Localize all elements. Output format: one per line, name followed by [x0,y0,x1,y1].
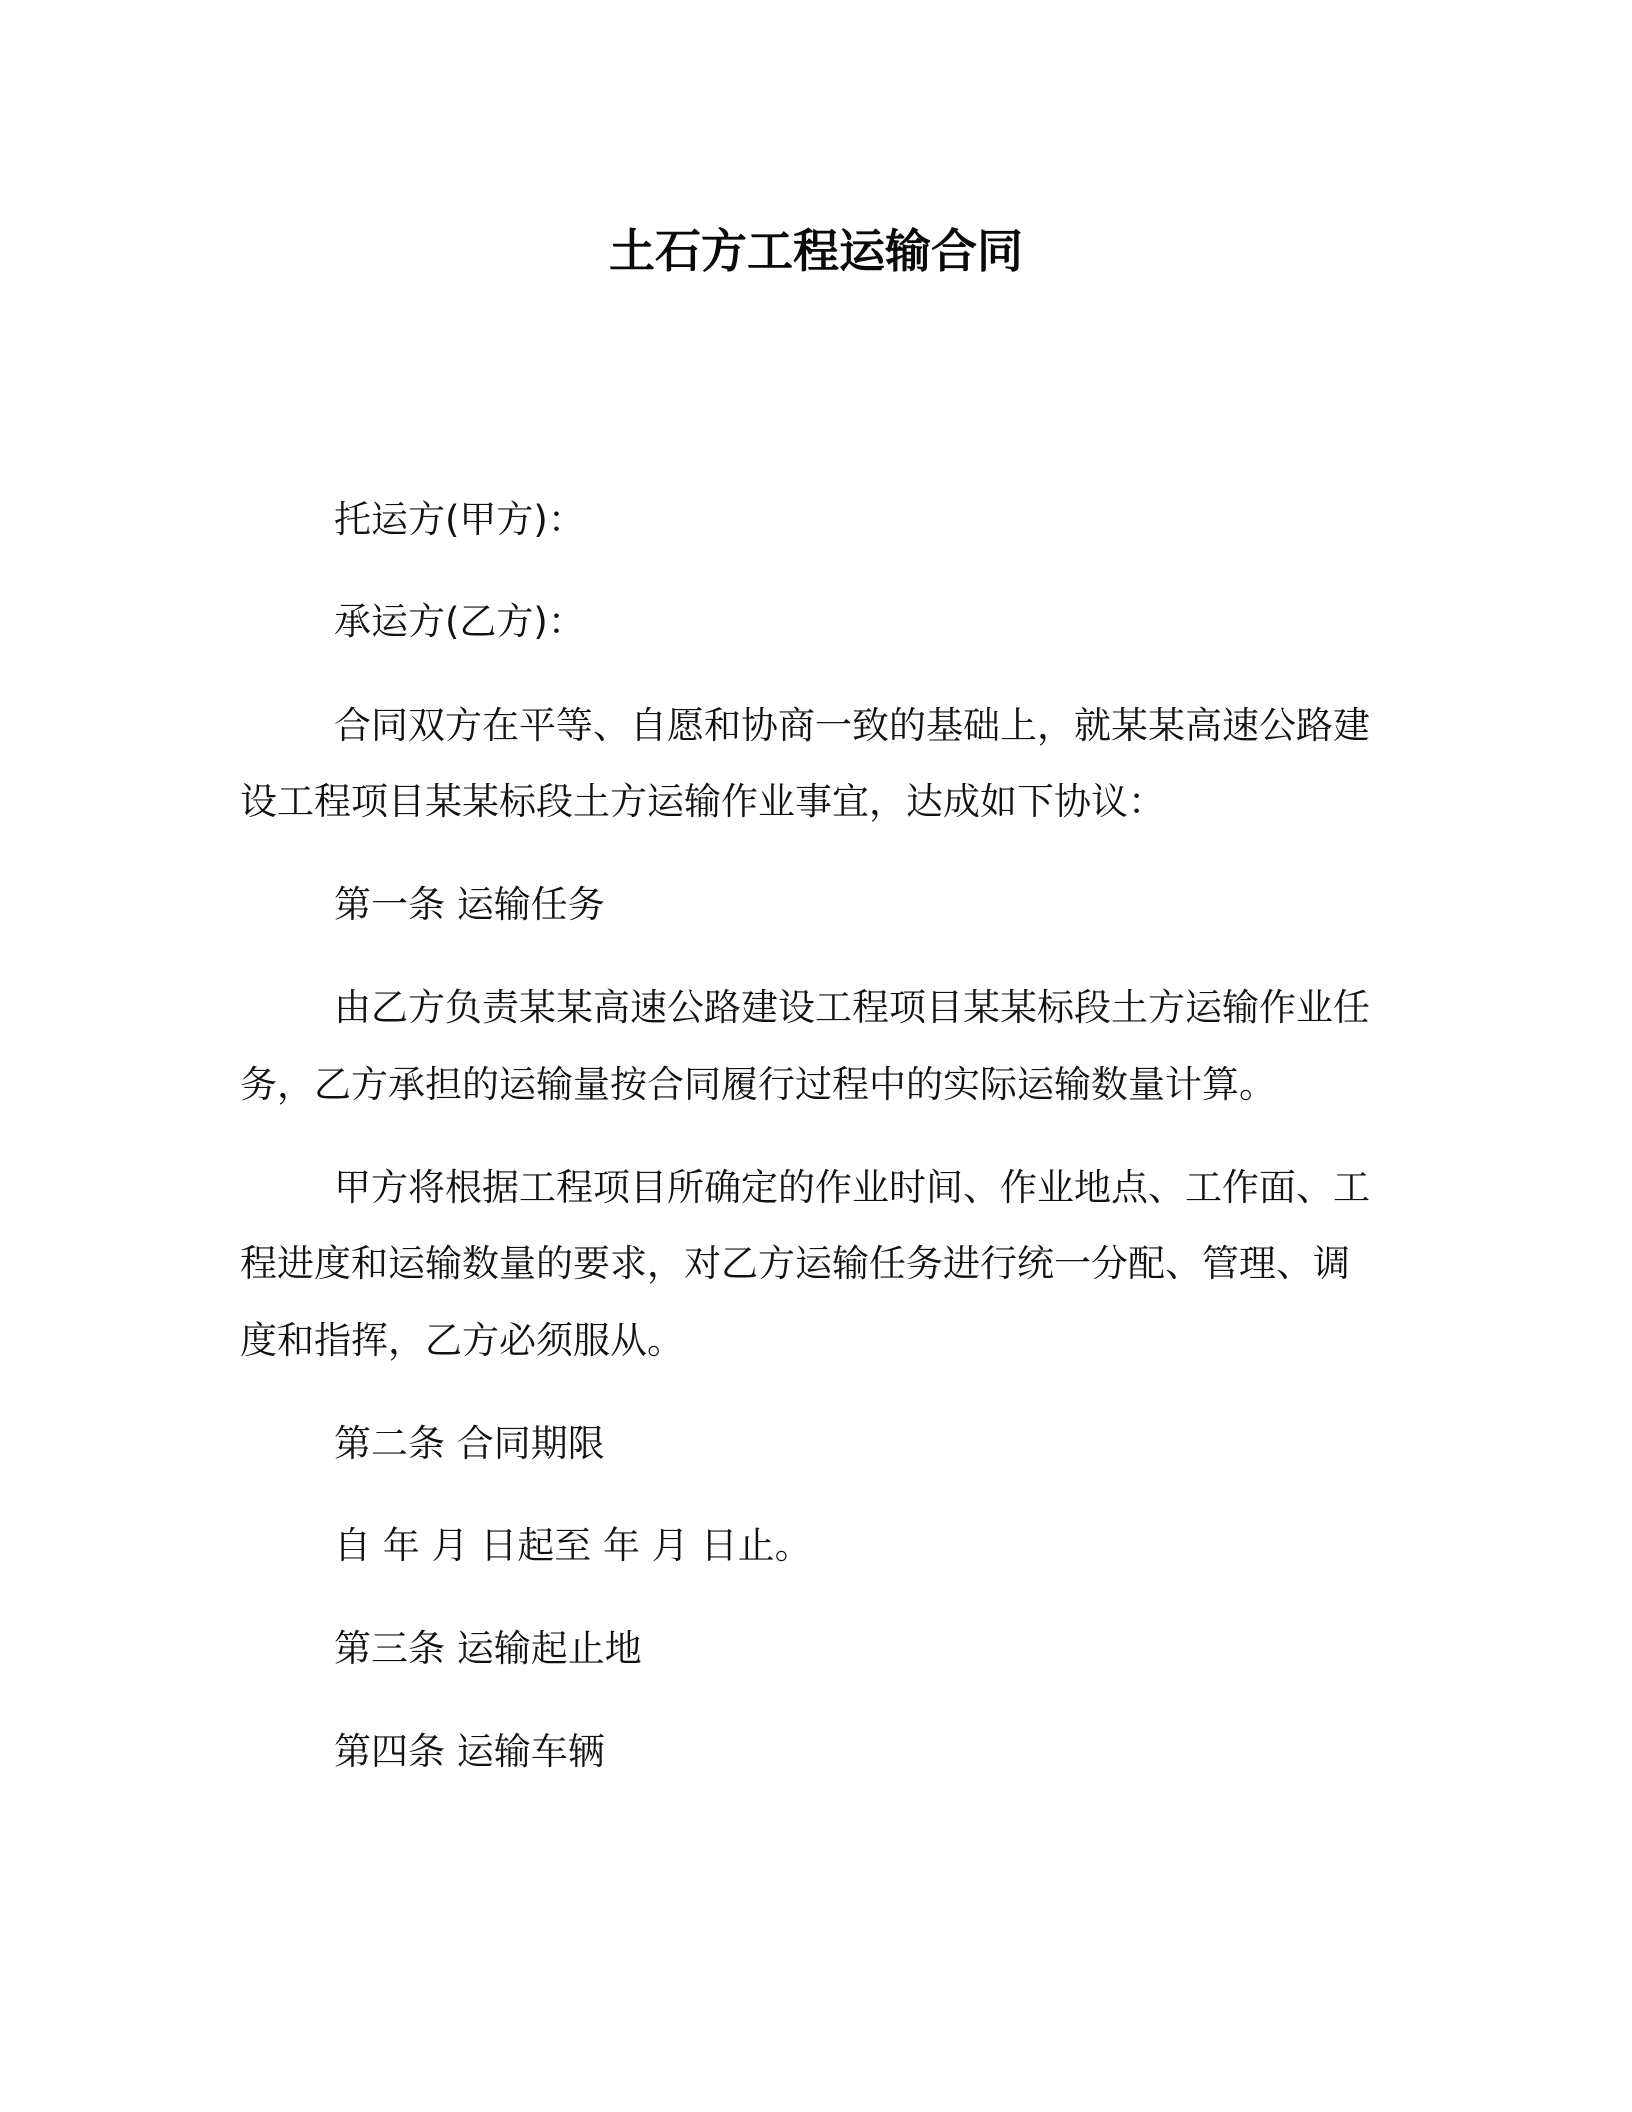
document-title: 土石方工程运输合同 [609,224,1023,278]
article-3-heading: 第三条 运输起止地 [334,1627,642,1670]
article-2-heading: 第二条 合同期限 [334,1422,605,1465]
article-1-heading: 第一条 运输任务 [334,883,605,926]
article-4-heading: 第四条 运输车辆 [334,1730,605,1773]
intro-line-2: 设工程项目某某标段土方运输作业事宜，达成如下协议： [240,780,1165,823]
party-a-label: 托运方(甲方)： [334,498,585,541]
article-1-para-2-line-3: 度和指挥，乙方必须服从。 [240,1319,684,1362]
article-1-para-1-line-1: 由乙方负责某某高速公路建设工程项目某某标段土方运输作业任 [334,986,1370,1029]
intro-line-1: 合同双方在平等、自愿和协商一致的基础上，就某某高速公路建 [334,704,1370,747]
article-1-para-2-line-2: 程进度和运输数量的要求，对乙方运输任务进行统一分配、管理、调 [240,1242,1350,1285]
article-1-para-1-line-2: 务，乙方承担的运输量按合同履行过程中的实际运输数量计算。 [240,1063,1276,1106]
article-1-para-2-line-1: 甲方将根据工程项目所确定的作业时间、作业地点、工作面、工 [334,1166,1370,1209]
party-b-label: 承运方(乙方)： [334,600,585,643]
article-2-text: 自 年 月 日起至 年 月 日止。 [334,1524,812,1567]
